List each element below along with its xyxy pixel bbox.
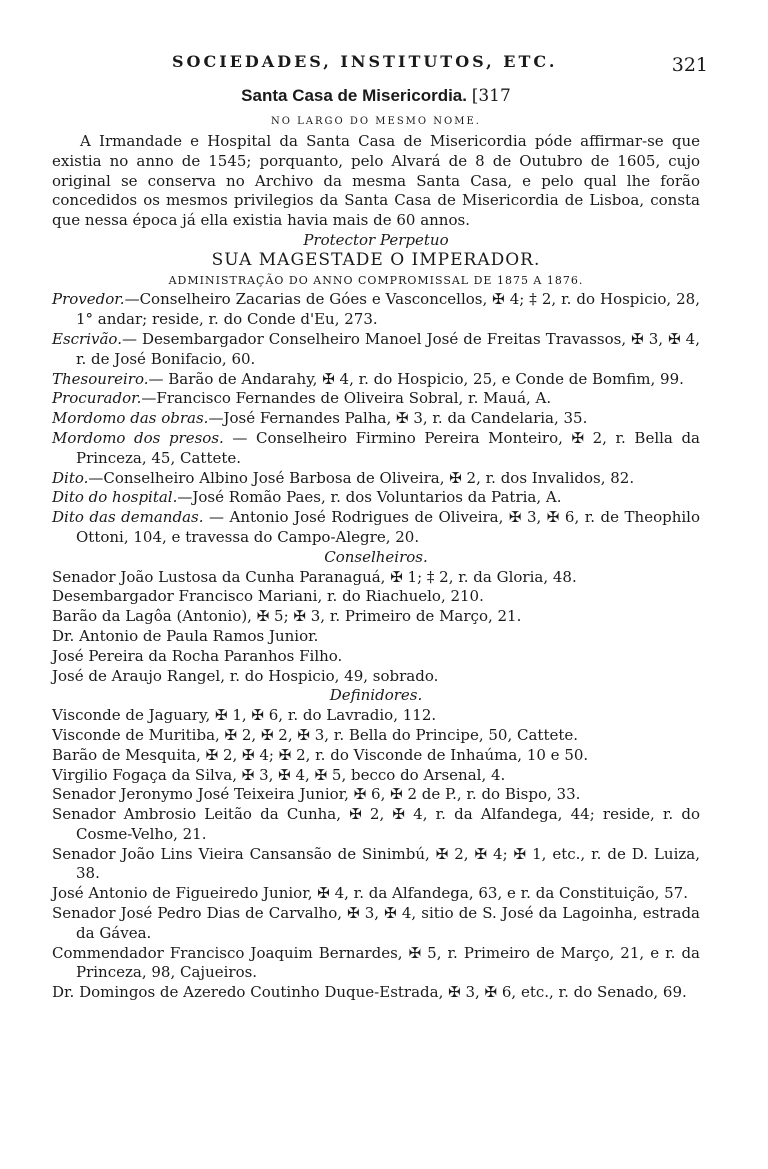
officer-role: Dito do hospital. [52, 488, 178, 507]
institution-number: [317 [471, 86, 511, 106]
officer-role: Mordomo dos presos. [52, 428, 224, 447]
officer-entry [52, 370, 700, 390]
conselheiro-entry: Desembargador Francisco Mariani, r. do Riachuelo, 210. [52, 587, 484, 606]
definidores-list [52, 706, 700, 1003]
administration-label: ADMINISTRAÇÃO DO ANNO COMPROMISSAL DE 1875 A 1876. [168, 273, 584, 287]
officer-role: Procurador. [52, 389, 142, 408]
officer-text: — Conselheiro Firmino Pereira Monteiro, ✠ 2, r. Bella da Princeza, 45, Cattete. [76, 428, 700, 467]
conselheiro-entry: Dr. Antonio de Paula Ramos Junior. [52, 626, 319, 645]
officer-text: — Barão de Andarahy, ✠ 4, r. do Hospicio, 25, e Conde de Bomfim, 99. [148, 369, 684, 388]
officer-entry [52, 508, 700, 548]
officer-text: —José Fernandes Palha, ✠ 3, r. da Candelaria, 35. [208, 409, 588, 428]
officer-entry [52, 469, 700, 489]
officer-entry [52, 409, 700, 429]
conselheiro-entry: José Pereira da Rocha Paranhos Filho. [52, 646, 343, 665]
conselheiro-entry: José de Araujo Rangel, r. do Hospicio, 49, sobrado. [52, 666, 439, 685]
officer-entry [52, 389, 700, 409]
officer-role: Dito. [52, 468, 89, 487]
institution-name: Santa Casa de Misericordia. [241, 86, 467, 105]
document-body [52, 132, 700, 1003]
definidor-entry: Dr. Domingos de Azeredo Coutinho Duque-Estrada, ✠ 3, ✠ 6, etc., r. do Senado, 69. [52, 983, 687, 1002]
officer-role: Provedor. [52, 290, 125, 309]
definidor-entry: Virgilio Fogaça da Silva, ✠ 3, ✠ 4, ✠ 5, becco do Arsenal, 4. [52, 765, 506, 784]
officer-entry [52, 488, 700, 508]
definidor-entry: Senador João Lins Vieira Cansansão de Sinimbú, ✠ 2, ✠ 4; ✠ 1, etc., r. de D. Luiza, 38. [52, 844, 700, 883]
running-head-title: SOCIEDADES, INSTITUTOS, ETC. [172, 52, 558, 71]
officer-text: — Antonio José Rodrigues de Oliveira, ✠ 3, ✠ 6, r. de Theophilo Ottoni, 104, e travessa do Campo-Alegre, 20. [76, 508, 700, 546]
intro-paragraph: A Irmandade e Hospital da Santa Casa de Misericordia póde affirmar-se que existia no anno de 1545; porquanto, pelo Alvará de 8 de Outubro de 1605, cujo original se conserva no Archivo da mesma Santa Casa, e pelo qual lhe forão concedidos os mesmos privilegios da Santa Casa de Misericordia de Lisboa, consta que nessa época já ella existia havia mais de 60 annos. [52, 132, 700, 230]
officer-entry [52, 429, 700, 469]
officer-entry [52, 290, 700, 330]
definidor-entry: Senador José Pedro Dias de Carvalho, ✠ 3, ✠ 4, sitio de S. José da Lagoinha, estrada da Gávea. [52, 904, 700, 942]
officer-text: —Francisco Fernandes de Oliveira Sobral, r. Mauá, A. [141, 389, 552, 408]
definidor-entry: Visconde de Jaguary, ✠ 1, ✠ 6, r. do Lavradio, 112. [52, 706, 437, 725]
definidores-label: Definidores. [329, 686, 423, 705]
officer-text: —Conselheiro Albino José Barbosa de Oliveira, ✠ 2, r. dos Invalidos, 82. [88, 468, 635, 487]
page-number: 321 [671, 54, 708, 76]
officer-role: Mordomo das obras. [52, 409, 209, 428]
definidor-entry: Senador Jeronymo José Teixeira Junior, ✠ 6, ✠ 2 de P., r. do Bispo, 33. [52, 785, 581, 804]
conselheiro-entry: Barão da Lagôa (Antonio), ✠ 5; ✠ 3, r. Primeiro de Março, 21. [52, 607, 522, 626]
subheading: NO LARGO DO MESMO NOME. [271, 116, 481, 127]
officer-entry [52, 330, 700, 370]
running-head [52, 52, 708, 78]
protector-name: SUA MAGESTADE O IMPERADOR. [211, 249, 541, 270]
definidor-entry: Senador Ambrosio Leitão da Cunha, ✠ 2, ✠ 4, r. da Alfandega, 44; reside, r. do Cosme-Velho, 21. [52, 805, 700, 843]
officer-text: —José Romão Paes, r. dos Voluntarios da Patria, A. [177, 488, 562, 507]
definidor-entry: Commendador Francisco Joaquim Bernardes, ✠ 5, r. Primeiro de Março, 21, e r. da Princeza, 98, Cajueiros. [52, 943, 700, 982]
conselheiros-list [52, 568, 700, 687]
officer-text: — Desembargador Conselheiro Manoel José de Freitas Travassos, ✠ 3, ✠ 4, r. de José Bonifacio, 60. [76, 329, 700, 368]
officers-list [52, 290, 700, 547]
definidor-entry: Visconde de Muritiba, ✠ 2, ✠ 2, ✠ 3, r. Bella do Principe, 50, Cattete. [52, 725, 579, 744]
protector-label: Protector Perpetuo [303, 230, 449, 249]
conselheiros-label: Conselheiros. [324, 547, 428, 566]
institution-title [52, 86, 700, 106]
officer-role: Dito das demandas. [52, 508, 204, 527]
conselheiro-entry: Senador João Lustosa da Cunha Paranaguá, ✠ 1; ‡ 2, r. da Gloria, 48. [52, 567, 577, 586]
officer-role: Thesoureiro. [52, 369, 149, 388]
officer-role: Escrivão. [52, 329, 122, 348]
officer-text: —Conselheiro Zacarias de Góes e Vasconcellos, ✠ 4; ‡ 2, r. do Hospicio, 28, 1° andar; reside, r. do Conde d'Eu, 273. [76, 290, 700, 329]
definidor-entry: José Antonio de Figueiredo Junior, ✠ 4, r. da Alfandega, 63, e r. da Constituição, 57. [52, 884, 688, 903]
definidor-entry: Barão de Mesquita, ✠ 2, ✠ 4; ✠ 2, r. do Visconde de Inhaúma, 10 e 50. [52, 745, 589, 764]
